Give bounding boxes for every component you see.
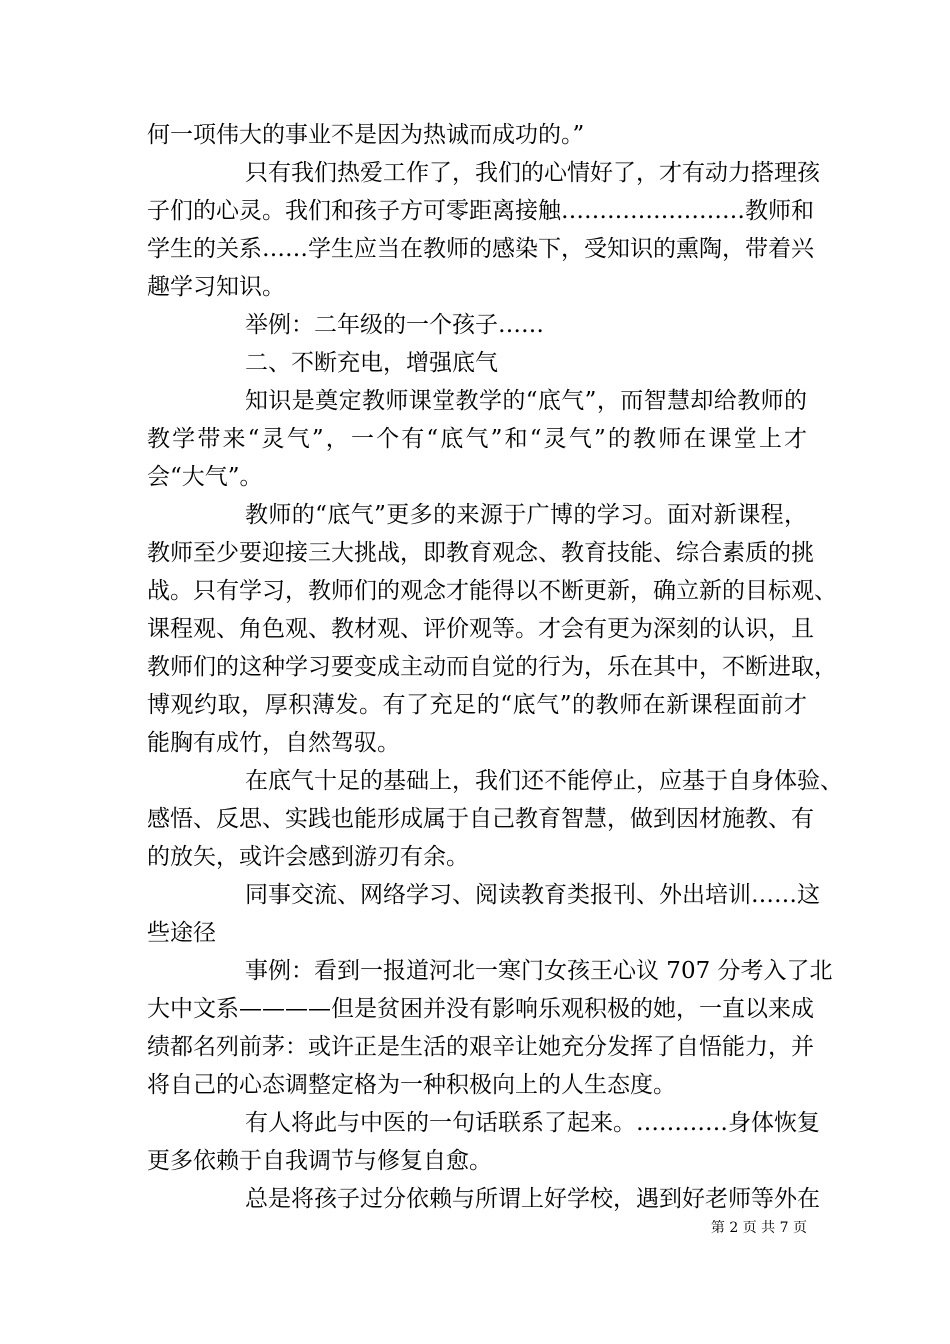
text-line: 将自己的心态调整定格为一种积极向上的人生态度。: [147, 1072, 676, 1098]
text-line: 教师的“底气”更多的来源于广博的学习。面对新课程，: [245, 502, 807, 528]
section-heading: 二、不断充电，增强底气: [245, 350, 498, 376]
text-line: 绩都名列前茅：或许正是生活的艰辛让她充分发挥了自悟能力，并: [147, 1034, 814, 1060]
text-line: 教学带来“灵气”，一个有“底气”和“灵气”的教师在课堂上才: [147, 426, 807, 452]
text-line: 大中文系————但是贫困并没有影响乐观积极的她，一直以来成: [147, 996, 814, 1022]
text-line: 事例：看到一报道河北一寒门女孩王心议 707 分考入了北: [245, 958, 833, 984]
page-number: 第 2 页 共 7 页: [710, 1220, 807, 1236]
text-line: 在底气十足的基础上，我们还不能停止，应基于自身体验、: [245, 768, 843, 794]
text-line: 总是将孩子过分依赖与所谓上好学校，遇到好老师等外在: [245, 1186, 820, 1212]
text-line: 战。只有学习，教师们的观念才能得以不断更新，确立新的目标观、: [147, 578, 837, 604]
text-line: 些途径: [147, 920, 216, 946]
text-line: 学生的关系……学生应当在教师的感染下，受知识的熏陶，带着兴: [147, 236, 814, 262]
text-line: 有人将此与中医的一句话联系了起来。…………身体恢复: [245, 1110, 820, 1136]
text-line: 知识是奠定教师课堂教学的“底气”，而智慧却给教师的: [245, 388, 807, 414]
text-line: 趣学习知识。: [147, 274, 285, 300]
text-line: 课程观、角色观、教材观、评价观等。才会有更为深刻的认识，且: [147, 616, 814, 642]
text-line: 同事交流、网络学习、阅读教育类报刊、外出培训……这: [245, 882, 820, 908]
text-line: 博观约取，厚积薄发。有了充足的“底气”的教师在新课程面前才: [147, 692, 807, 718]
text-line: 会“大气”。: [147, 464, 263, 490]
text-line: 感悟、反思、实践也能形成属于自己教育智慧，做到因材施教、有: [147, 806, 814, 832]
text-line: 能胸有成竹，自然驾驭。: [147, 730, 400, 756]
text-line: 举例：二年级的一个孩子……: [245, 312, 544, 338]
text-line: 更多依赖于自我调节与修复自愈。: [147, 1148, 492, 1174]
text-line: 只有我们热爱工作了，我们的心情好了，才有动力搭理孩: [245, 160, 820, 186]
text-line: 教师们的这种学习要变成主动而自觉的行为，乐在其中，不断进取，: [147, 654, 837, 680]
text-line: 教师至少要迎接三大挑战，即教育观念、教育技能、综合素质的挑: [147, 540, 814, 566]
text-line: 何一项伟大的事业不是因为热诚而成功的。”: [147, 122, 585, 148]
text-line: 的放矢，或许会感到游刃有余。: [147, 844, 469, 870]
text-line: 子们的心灵。我们和孩子方可零距离接触……………………教师和: [147, 198, 814, 224]
